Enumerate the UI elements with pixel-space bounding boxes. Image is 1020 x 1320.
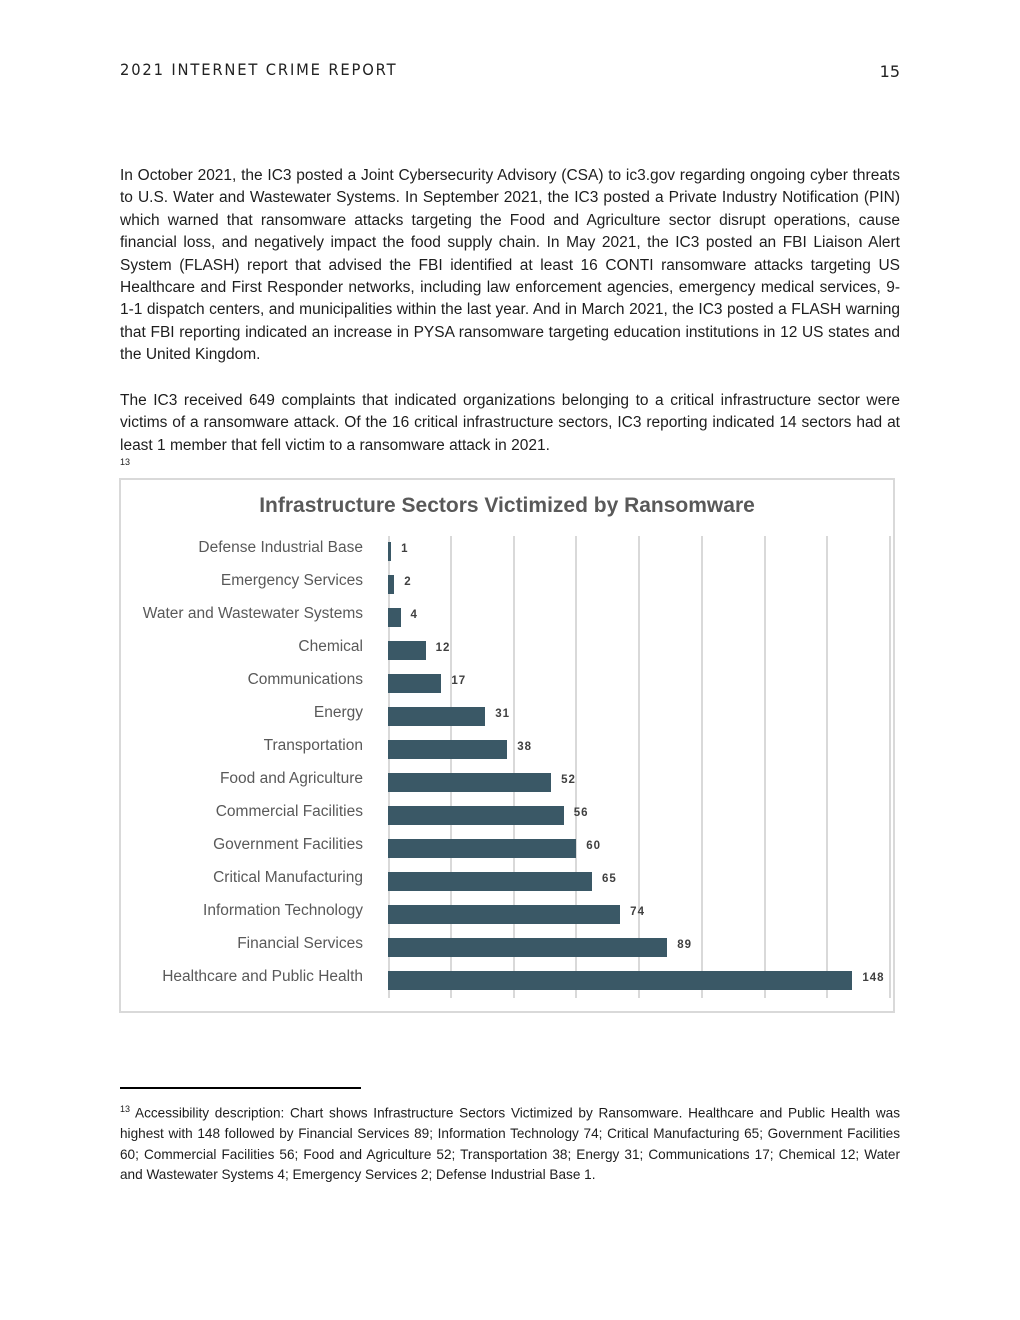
category-label: Information Technology	[203, 902, 363, 919]
bar-row	[237, 932, 890, 965]
bar	[388, 674, 441, 693]
bar	[388, 872, 592, 891]
category-label: Water and Wastewater Systems	[142, 605, 363, 622]
category-label: Energy	[313, 704, 363, 721]
chart-plot-area	[142, 536, 890, 998]
footnote-divider	[120, 1087, 361, 1089]
category-label: Transportation	[263, 737, 363, 754]
ransomware-sectors-chart	[119, 478, 895, 1013]
value-label: 60	[586, 840, 602, 852]
bar-row	[219, 767, 890, 800]
value-label: 52	[561, 774, 576, 786]
bar	[388, 839, 576, 858]
value-label: 12	[435, 642, 451, 654]
bar-row	[247, 668, 890, 701]
bar	[388, 806, 564, 825]
bar	[388, 608, 401, 627]
bar-row	[213, 866, 890, 899]
bar-row	[198, 536, 890, 569]
value-label: 4	[410, 609, 418, 621]
value-label: 1	[401, 543, 409, 555]
category-label: Commercial Facilities	[215, 803, 363, 820]
category-label: Government Facilities	[213, 836, 363, 853]
bar-row	[298, 635, 890, 668]
paragraph-complaints: The IC3 received 649 complaints that indicated organizations belonging to a critical infrastructure sector were victims of a ransomware attack. Of the 16 critical infrastructure sectors, IC3 reporting indicated 14 sectors had at least 1 member that fell victim to a ransomware attack in 2021.	[120, 392, 900, 454]
category-label: Defense Industrial Base	[198, 539, 363, 556]
value-label: 38	[517, 741, 533, 753]
bar-row	[220, 569, 890, 602]
bar-row	[215, 800, 890, 833]
footnote-number: 13	[120, 1104, 131, 1114]
footnote-reference: 13	[120, 457, 131, 467]
bar-row	[263, 734, 890, 767]
bar-row	[213, 833, 890, 866]
value-label: 89	[677, 939, 693, 951]
bar	[388, 905, 620, 924]
bar	[388, 542, 391, 561]
value-label: 74	[630, 906, 645, 918]
bar-row	[313, 701, 890, 734]
bar-row	[142, 602, 890, 635]
bar-row	[162, 965, 890, 998]
category-label: Communications	[247, 671, 363, 688]
bar	[388, 773, 551, 792]
report-title: 2021 INTERNET CRIME REPORT	[120, 60, 398, 79]
bar-row	[203, 899, 890, 932]
value-label: 31	[495, 708, 511, 720]
footnote	[120, 1099, 900, 1186]
value-label: 148	[862, 972, 885, 984]
value-label: 2	[404, 576, 412, 588]
bar	[388, 740, 507, 759]
category-label: Chemical	[298, 638, 363, 655]
bar	[388, 575, 394, 594]
bar	[388, 707, 485, 726]
page-header	[120, 60, 900, 84]
category-label: Emergency Services	[220, 572, 363, 589]
category-label: Healthcare and Public Health	[162, 968, 363, 985]
value-label: 65	[601, 873, 617, 885]
bar	[388, 938, 667, 957]
footnote-text: Accessibility description: Chart shows Infrastructure Sectors Victimized by Ransomware. Healthcare and Public Health was highest with 148 followed by Financial Services 89; Information Technology 74; Critical Manufacturing 65; Government Facilities 60; Commercial Facilities 56; Food and Agriculture 52; Transportation 38; Energy 31; Communications 17; Chemical 12; Water and Wastewater Systems 4; Emergency Services 2; Defense Industrial Base 1.	[120, 1105, 900, 1183]
category-label: Critical Manufacturing	[213, 869, 363, 886]
chart-title: Infrastructure Sectors Victimized by Ransomware	[259, 494, 755, 517]
value-label: 17	[451, 675, 467, 687]
paragraph-advisories: In October 2021, the IC3 posted a Joint Cybersecurity Advisory (CSA) to ic3.gov regarding ongoing cyber threats to U.S. Water and Wastewater Systems. In September 2021, the IC3 posted a Private Industry Notification (PIN) which warned that ransomware attacks targeting the Food and Agriculture sector disrupt operations, cause financial loss, and negatively impact the food supply chain. In May 2021, the IC3 posted an FBI Liaison Alert System (FLASH) report that advised the FBI identified at least 16 CONTI ransomware attacks targeting US Healthcare and First Responder networks, including law enforcement agencies, emergency medical services, 9-1-1 dispatch centers, and municipalities within the last year. And in March 2021, the IC3 posted a FLASH warning that FBI reporting indicated an increase in PYSA ransomware targeting education institutions in 12 US states and the United Kingdom.	[120, 167, 900, 364]
page-number: 15	[879, 62, 900, 81]
value-label: 56	[573, 807, 589, 819]
bar	[388, 971, 852, 990]
category-label: Financial Services	[237, 935, 363, 952]
category-label: Food and Agriculture	[219, 770, 363, 787]
bar	[388, 641, 426, 660]
